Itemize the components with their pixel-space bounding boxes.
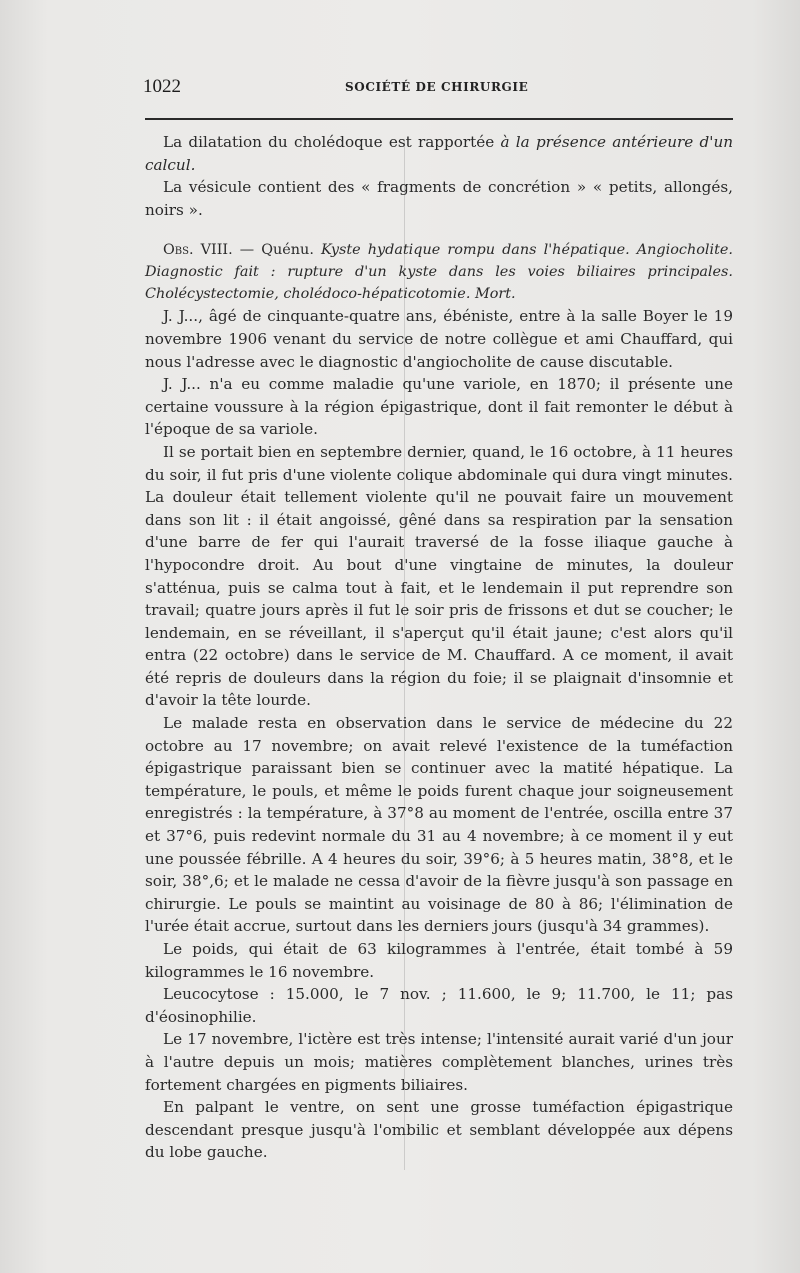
paragraph-onset: Il se portait bien en septembre dernier, quand, le 16 octobre, à 11 heures du soir, il fut pris d'une violente colique abdominale qui dura vingt minutes. La douleur était tellement violente qu'il ne pouvait faire un mouvement dans son lit : il était angoissé, gêné dans sa respiration par la sensation d'une barre de fer qui l'aurait traversé de la fosse iliaque gauche à l'hypocondre droit. Au bout d'une vingtaine de minutes, la douleur s'atténua, puis se calma tout à fait, et le lendemain il put reprendre son travail; quatre jours après il fut le soir pris de frissons et dut se coucher; le lendemain, en se réveillant, il s'aperçut qu'il était jaune; c'est alors qu'il entra (22 octobre) dans le service de M. Chauffard. A ce moment, il avait été repris de douleurs dans la région du foie; il se plaignait d'insomnie et d'avoir la tête lourde.	[145, 442, 733, 710]
paragraph-history: J. J... n'a eu comme maladie qu'une variole, en 1870; il présente une certaine voussure à la région épigastrique, dont il fait remonter le début à l'époque de sa variole.	[145, 375, 733, 439]
paragraph-observation-course: Le malade resta en observation dans le service de médecine du 22 octobre au 17 novembre; on avait relevé l'existence de la tuméfaction épigastrique paraissant bien se continuer avec la matité hépatique. La température, le pouls, et même le poids furent chaque jour soigneusement enregistrés : la température, à 37°8 au moment de l'entrée, oscilla entre 37 et 37°6, puis redevint normale du 31 au 4 novembre; à ce moment il y eut une poussée fébrille. A 4 heures du soir, 39°6; à 5 heures matin, 38°8, et le soir, 38°,6; et le malade ne cessa d'avoir de la fièvre jusqu'à son passage en chirurgie. Le pouls se maintint au voisinage de 80 à 86; l'élimination de l'urée était accrue, surtout dans les derniers jours (jusqu'à 34 grammes).	[145, 714, 733, 936]
paragraph-palpation: En palpant le ventre, on sent une grosse tuméfaction épigastrique descendant presque jusqu'à l'ombilic et semblant développée aux dépens du lobe gauche.	[145, 1098, 733, 1162]
paragraph-leucocytose: Leucocytose : 15.000, le 7 nov. ; 11.600, le 9; 11.700, le 11; pas d'éosinophilie.	[145, 985, 733, 1026]
paragraph-dilatation	[145, 131, 733, 176]
running-head: SOCIÉTÉ DE CHIRURGIE	[345, 80, 529, 94]
observation-tag: Obs. VIII.	[163, 242, 233, 259]
paragraph-vesicule: La vésicule contient des « fragments de concrétion » « petits, allongés, noirs ».	[145, 178, 733, 219]
body-text	[145, 131, 733, 1164]
page-number: 1022	[143, 76, 181, 97]
paragraph-weight: Le poids, qui était de 63 kilogrammes à l'entrée, était tombé à 59 kilogrammes le 16 novembre.	[145, 940, 733, 981]
observation-author: — Quénu.	[232, 242, 321, 259]
paragraph-patient-intro: J. J..., âgé de cinquante-quatre ans, ébéniste, entre à la salle Boyer le 19 novembre 1906 venant du service de notre collègue et ami Chauffard, qui nous l'adresse avec le diagnostic d'angiocholite de cause discutable.	[145, 307, 733, 371]
observation-heading	[145, 239, 733, 305]
paragraph-text: La dilatation du cholédoque est rapportée	[163, 133, 501, 151]
page-header	[143, 76, 733, 100]
paragraph-italic-text: à la présence antérieure d'un calcul.	[145, 133, 734, 174]
paragraph-icterus: Le 17 novembre, l'ictère est très intense; l'intensité aurait varié d'un jour à l'autre depuis un mois; matières complètement blanches, urines très fortement chargées en pigments biliaires.	[145, 1030, 733, 1094]
header-rule	[145, 118, 733, 120]
observation-title: Kyste hydatique rompu dans l'hépatique. Angiocholite. Diagnostic fait : rupture d'un kyste dans les voies biliaires principales. Cholécystectomie, cholédoco-hépaticotomie. Mort.	[145, 242, 733, 303]
